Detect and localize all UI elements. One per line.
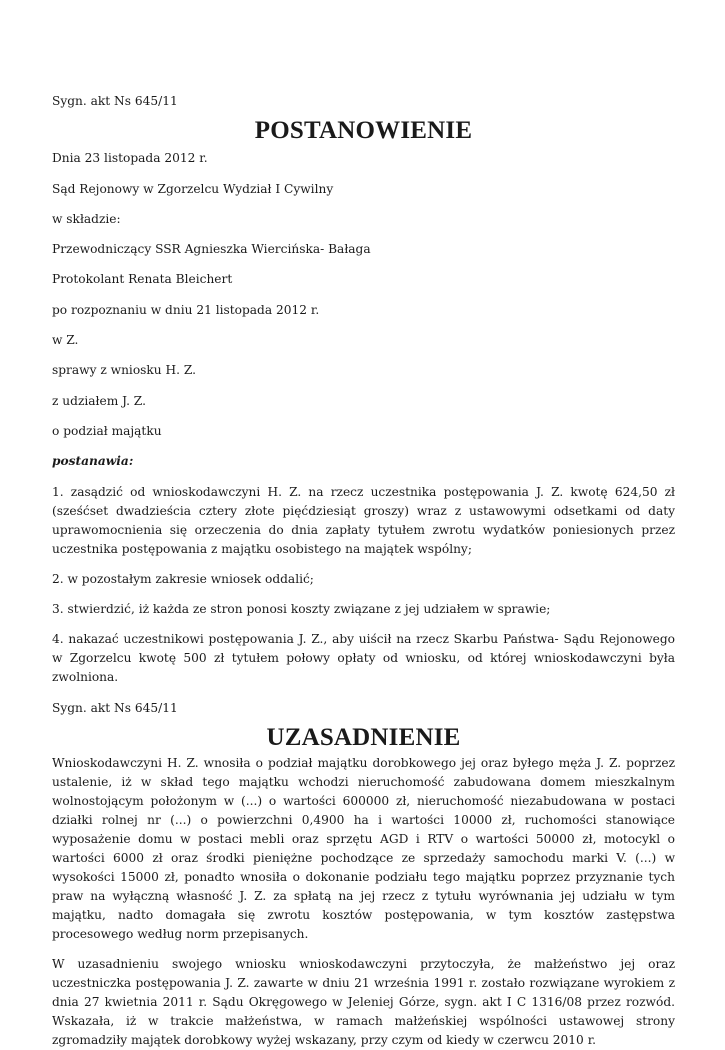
justification-signature: Sygn. akt Ns 645/11	[52, 700, 178, 715]
page-title: POSTANOWIENIE	[254, 117, 473, 145]
case-signature: Sygn. akt Ns 645/11	[52, 94, 178, 108]
ruling-item-1: 1. zasądzić od wnioskodawczyni H. Z. na rzecz uczestnika postępowania J. Z. kwotę 624,50 zł (sześćset dwadzieścia cztery złote pięćdziesiąt groszy) wraz z ustawowymi odsetkami od daty uprawomocnienia się orzeczenia do dnia zapłaty tytułem zwrotu wydatków poniesionych przez uczestnika postępowania z majątku osobistego na majątek wspólny;	[52, 484, 675, 556]
participant-line: z udziałem J. Z.	[52, 393, 146, 408]
subject-line: o podział majątku	[52, 423, 162, 438]
ruling-item-2: 2. w pozostałym zakresie wniosek oddalić;	[52, 571, 314, 586]
ruling-item-3: 3. stwierdzić, iż każda ze stron ponosi koszty związane z jej udziałem w sprawie;	[52, 602, 551, 617]
court-line: Sąd Rejonowy w Zgorzelcu Wydział I Cywilny	[52, 181, 334, 196]
justification-paragraph-2: W uzasadnieniu swojego wniosku wnioskodawczyni przytoczyła, że małżeństwo jej oraz uczestniczka postępowania J. Z. zawarte w dniu 21 września 1991 r. zostało rozwiązane wyrokiem z dnia 27 kwietnia 2011 r. Sądu Okręgowego w Jeleniej Górze, sygn. akt I C 1316/08 przez rozwód. Wskazała, iż w trakcie małżeństwa, w ramach małżeńskiej wspólności ustawowej strony zgromadziły majątek dorobkowy wyżej wskazany, przy czym od kiedy w czerwcu 2010 r.	[52, 957, 675, 1048]
hearing-line: po rozpoznaniu w dniu 21 listopada 2012 r.	[52, 302, 320, 317]
document-page	[52, 92, 675, 1050]
date-line: Dnia 23 listopada 2012 r.	[52, 151, 208, 166]
ruling-item-4: 4. nakazać uczestnikowi postępowania J. Z., aby uiścił na rzecz Skarbu Państwa- Sądu Rejonowego w Zgorzelcu kwotę 500 zł tytułem połowy opłaty od wniosku, od której wnioskodawczyni była zwolniona.	[52, 632, 675, 685]
justification-paragraph-1: Wnioskodawczyni H. Z. wnosiła o podział majątku dorobkowego jej oraz byłego męża J. Z. poprzez ustalenie, iż w skład tego majątku wchodzi nieruchomość zabudowana domem mieszkalnym wolnostojącym położonym w (...) o wartości 600000 zł, nieruchomość niezabudowana w postaci działki rolnej nr (...) o powierzchni 0,4900 ha i wartości 10000 zł, ruchomości stanowiące wyposażenie domu w postaci mebli oraz sprzętu AGD i RTV o wartości 50000 zł, motocykl o wartości 6000 zł oraz środki pieniężne pochodzące ze sprzedaży samochodu marki V. (...) w wysokości 15000 zł, ponadto wnosiła o dokonanie podziału tego majątku poprzez przyznanie tych praw na wyłączną własność J. Z. za spłatą na jej rzecz z tytułu wyrównania jej udziału w tym majątku, nadto domagała się zwrotu kosztów postępowania, w tym kosztów zastępstwa procesowego według norm przepisanych.	[52, 756, 675, 942]
ruling-label: postanawia:	[52, 454, 134, 469]
chair-line: Przewodniczący SSR Agnieszka Wiercińska- Bałaga	[52, 242, 371, 257]
case-line: sprawy z wniosku H. Z.	[52, 363, 197, 378]
justification-title: UZASADNIENIE	[266, 724, 461, 752]
composition-label: w składzie:	[52, 211, 121, 226]
clerk-line: Protokolant Renata Bleichert	[52, 272, 233, 287]
place-line: w Z.	[52, 333, 79, 348]
